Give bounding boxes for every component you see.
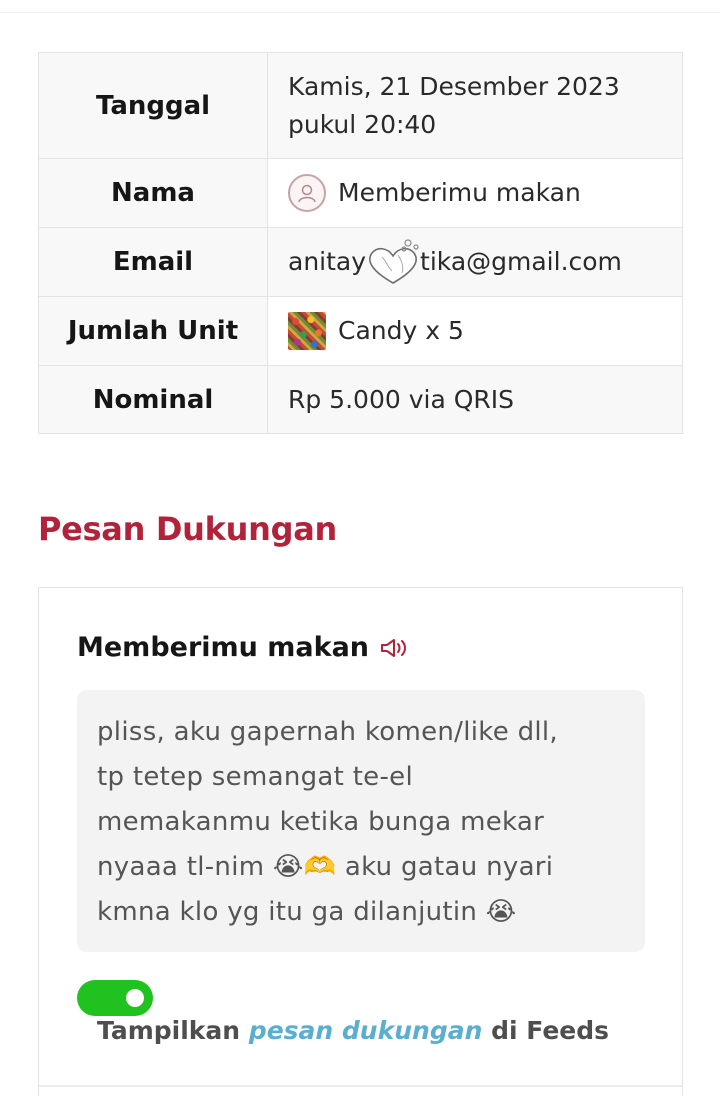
- speaker-icon[interactable]: [379, 636, 413, 660]
- message-text-fragment: aku gatau nyari: [336, 852, 554, 882]
- message-line: [97, 890, 627, 935]
- table-row: [39, 297, 683, 366]
- date-label: Tanggal: [39, 53, 268, 159]
- support-message-box: [77, 690, 645, 952]
- name-value: Memberimu makan: [338, 178, 581, 207]
- email-label: Email: [39, 228, 268, 297]
- crying-emoji: 😭: [485, 897, 517, 927]
- unit-cell: [268, 297, 683, 366]
- user-avatar-icon: [288, 174, 326, 212]
- email-suffix: tika@gmail.com: [420, 247, 622, 276]
- unit-value: Candy x 5: [338, 316, 464, 345]
- toggle-knob: [126, 989, 144, 1007]
- nominal-value: Rp 5.000 via QRIS: [268, 366, 683, 434]
- top-divider: [0, 12, 720, 13]
- heart-hands-emoji: 🫶: [303, 852, 337, 882]
- sender-name: Memberimu makan: [77, 632, 370, 663]
- transaction-details-table: [38, 52, 683, 434]
- date-value-line1: Kamis, 21 Desember 2023: [288, 71, 620, 101]
- date-value-line2: pukul 20:40: [288, 109, 437, 139]
- support-message-card: [38, 587, 683, 1096]
- email-prefix: anitay: [288, 247, 367, 276]
- message-text-fragment: kmna klo yg itu ga dilanjutin: [97, 897, 486, 927]
- card-divider: [39, 1085, 682, 1087]
- heart-sticker: [358, 237, 428, 279]
- message-line: tp tetep semangat te-el: [97, 762, 413, 792]
- sender-row: [77, 632, 413, 663]
- message-line: memakanmu ketika bunga mekar: [97, 807, 545, 837]
- toggle-label-prefix: Tampilkan: [97, 1016, 249, 1045]
- email-cell: [268, 228, 683, 297]
- name-label: Nama: [39, 159, 268, 228]
- toggle-label-suffix: di Feeds: [482, 1016, 610, 1045]
- date-value: [268, 53, 683, 159]
- show-in-feeds-toggle[interactable]: [77, 980, 153, 1016]
- table-row: [39, 228, 683, 297]
- table-row: [39, 159, 683, 228]
- toggle-label: [97, 1016, 609, 1045]
- table-row: [39, 53, 683, 159]
- table-row: [39, 366, 683, 434]
- candy-image: [288, 312, 326, 350]
- name-cell: [268, 159, 683, 228]
- message-text-fragment: nyaaa tl-nim: [97, 852, 273, 882]
- message-line: [97, 845, 627, 890]
- nominal-label: Nominal: [39, 366, 268, 434]
- section-title: Pesan Dukungan: [38, 510, 337, 548]
- unit-label: Jumlah Unit: [39, 297, 268, 366]
- message-line: pliss, aku gapernah komen/like dll,: [97, 717, 558, 747]
- crying-emoji: 😭: [272, 852, 304, 882]
- support-message-link[interactable]: pesan dukungan: [248, 1016, 483, 1045]
- support-message-text: [97, 710, 627, 935]
